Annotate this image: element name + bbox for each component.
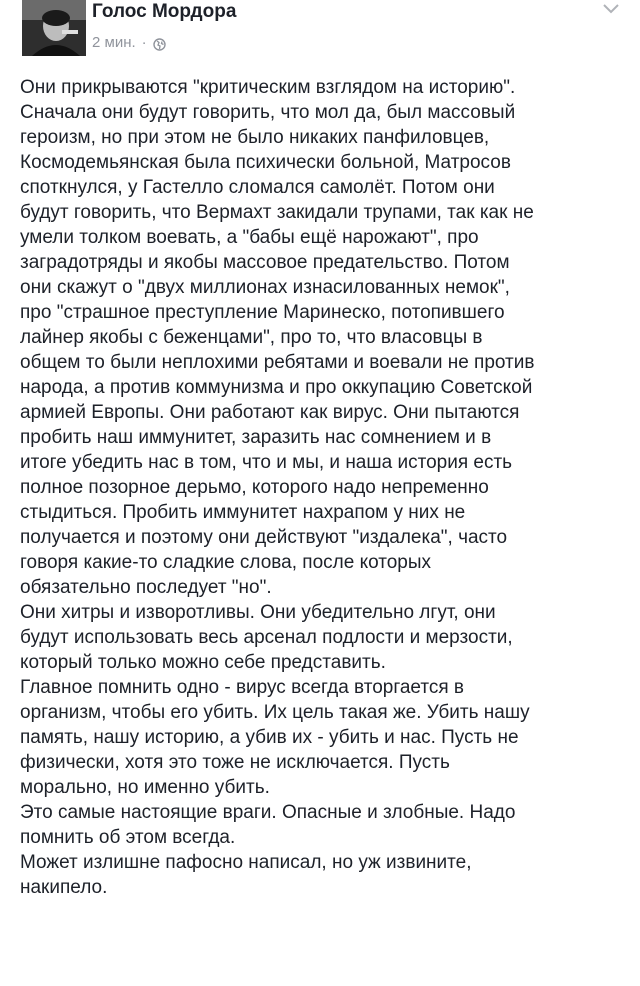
- post-text-line: Это самые настоящие враги. Опасные и злобные. Надо: [20, 802, 516, 823]
- post-text-line: лайнер якобы с беженцами", про то, что власовцы в: [20, 327, 483, 348]
- post-meta: [92, 33, 166, 53]
- post-text-line: про "страшное преступление Маринеско, потопившего: [20, 302, 505, 323]
- post-paragraph: [20, 600, 630, 675]
- post-text-line: помнить об этом всегда.: [20, 827, 236, 848]
- post-text-line: народа, а против коммунизма и про оккупацию Советской: [20, 377, 533, 398]
- post-text-line: Космодемьянская была психически больной, Матросов: [20, 152, 511, 173]
- meta-separator: ·: [141, 34, 147, 51]
- post-text-line: Главное помнить одно - вирус всегда вторгается в: [20, 677, 465, 698]
- post-text-line: Может излишне пафосно написал, но уж извините,: [20, 852, 472, 873]
- post-text-line: морально, но именно убить.: [20, 777, 270, 798]
- post-text-line: будут использовать весь арсенал подлости и мерзости,: [20, 627, 513, 648]
- post-text-line: героизм, но при этом не было никаких панфиловцев,: [20, 127, 490, 148]
- post-paragraph: [20, 850, 630, 900]
- post-text-line: они скажут о "двух миллионах изнасилованных немок",: [20, 277, 510, 298]
- post-text-line: который только можно себе представить.: [20, 652, 386, 673]
- post-text-line: Они прикрываются "критическим взглядом на историю".: [20, 77, 516, 98]
- post-text-line: пробить наш иммунитет, заразить нас сомнением и в: [20, 427, 492, 448]
- author-avatar[interactable]: [22, 0, 86, 56]
- post-text-line: итоге убедить нас в том, что и мы, и наша история есть: [20, 452, 513, 473]
- post-text-line: получается и поэтому они действуют "издалека", часто: [20, 527, 508, 548]
- post-text-line: организм, чтобы его убить. Их цель такая же. Убить нашу: [20, 702, 530, 723]
- post-text-line: физически, хотя это тоже не исключается. Пусть: [20, 752, 450, 773]
- post-text-line: Они хитры и изворотливы. Они убедительно лгут, они: [20, 602, 496, 623]
- post-text-line: говоря какие-то сладкие слова, после которых: [20, 552, 432, 573]
- post-text-line: заградотряды и якобы массовое предательство. Потом: [20, 252, 510, 273]
- chevron-down-icon[interactable]: [602, 2, 620, 14]
- post-text-line: общем то были неплохими ребятами и воевали не против: [20, 352, 535, 373]
- post-timestamp[interactable]: 2 мин.: [92, 34, 136, 51]
- post-text: [20, 75, 630, 900]
- author-name[interactable]: Голос Мордора: [92, 1, 237, 22]
- post-text-line: стыдиться. Пробить иммунитет нахрапом у них не: [20, 502, 466, 523]
- post-text-line: полное позорное дерьмо, которого надо непременно: [20, 477, 489, 498]
- post-text-line: споткнулся, у Гастелло сломался самолёт. Потом они: [20, 177, 495, 198]
- post-text-line: умели толком воевать, а "бабы ещё нарожают", про: [20, 227, 479, 248]
- post-text-line: обязательно последует "но".: [20, 577, 272, 598]
- post-text-line: будут говорить, что Вермахт закидали трупами, так как не: [20, 202, 534, 223]
- post-text-line: армией Европы. Они работают как вирус. Они пытаются: [20, 402, 520, 423]
- post-paragraph: [20, 75, 630, 600]
- post-text-line: накипело.: [20, 877, 108, 898]
- post-header: [12, 0, 628, 60]
- globe-icon[interactable]: [153, 37, 166, 50]
- post-text-line: память, нашу историю, а убив их - убить и нас. Пусть не: [20, 727, 519, 748]
- post-paragraph: [20, 800, 630, 850]
- post-text-line: Сначала они будут говорить, что мол да, был массовый: [20, 102, 516, 123]
- post-paragraph: [20, 675, 630, 800]
